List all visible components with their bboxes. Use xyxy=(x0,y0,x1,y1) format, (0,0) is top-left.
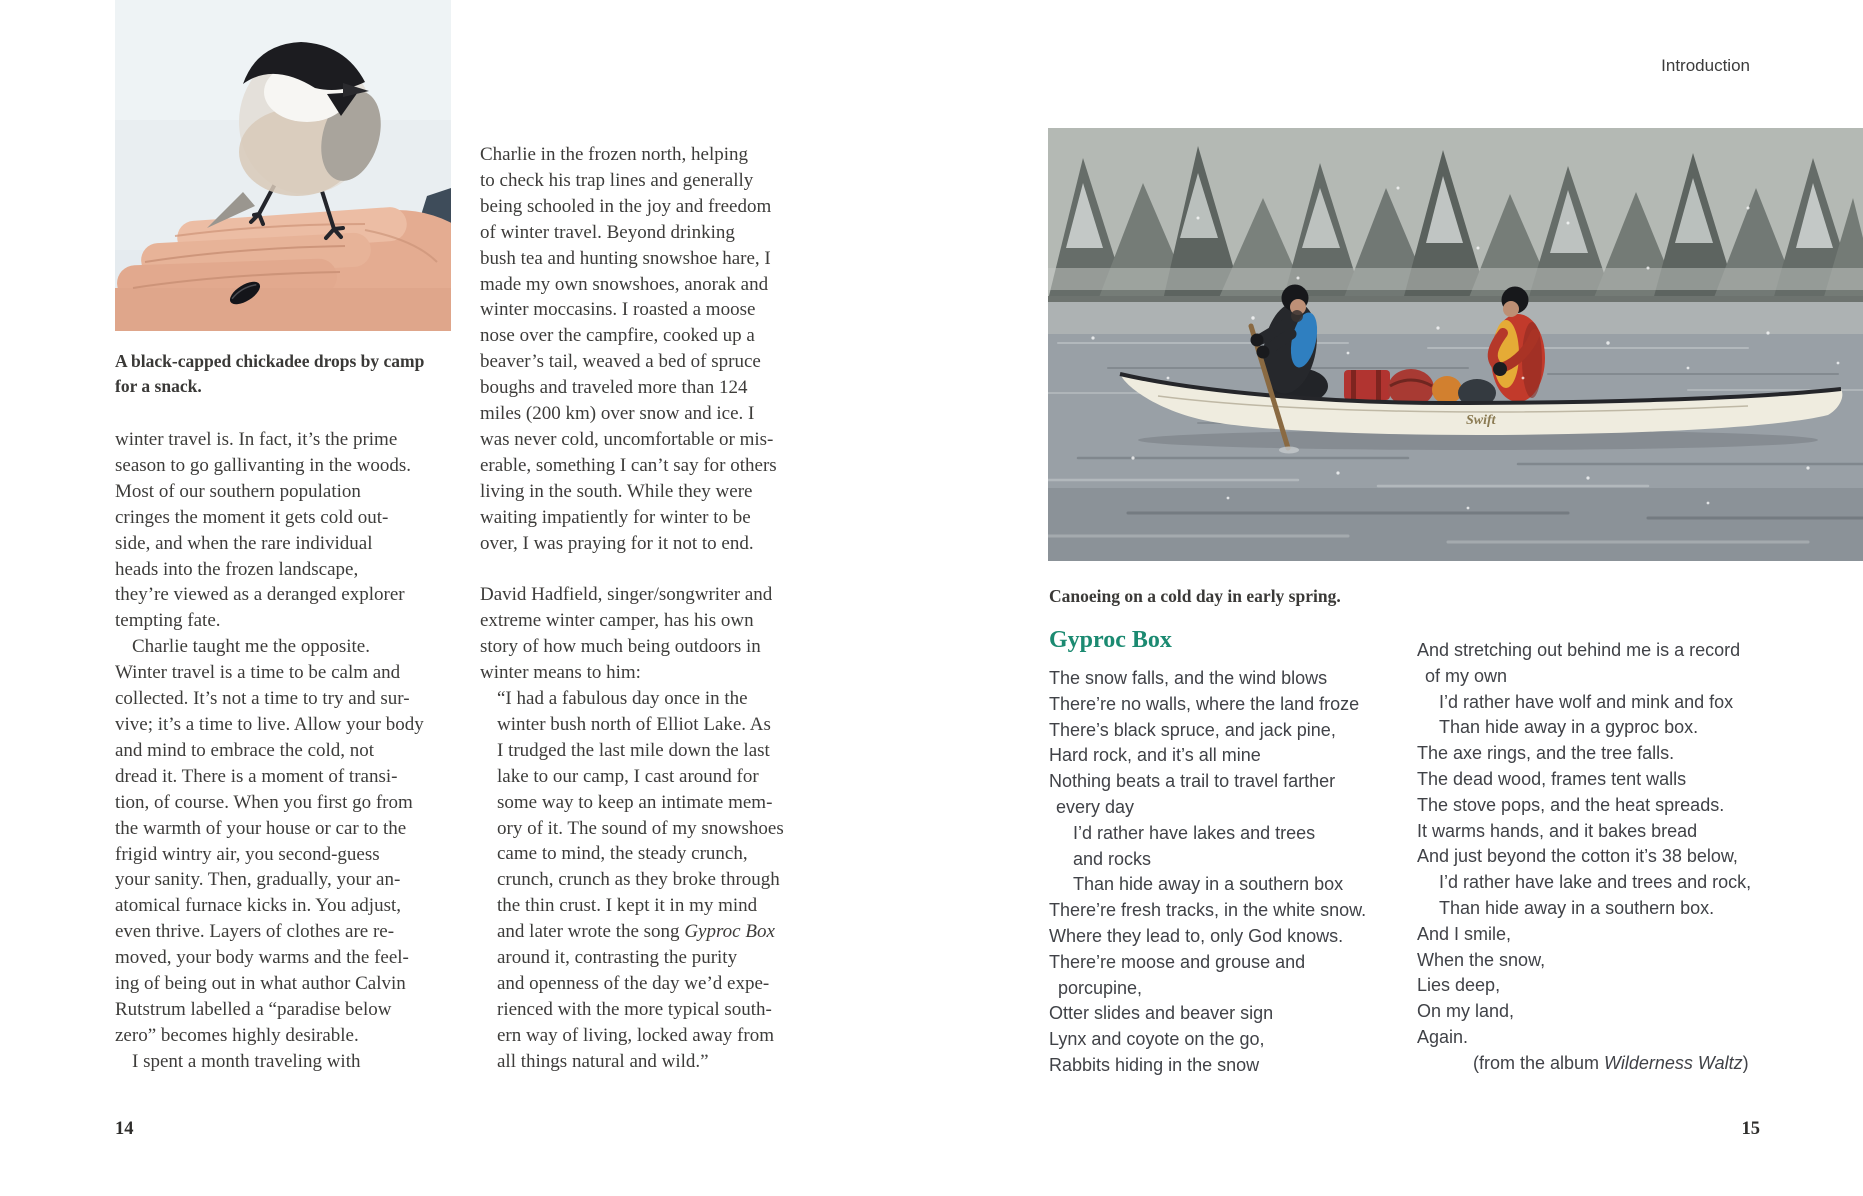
lyrics-column-1 xyxy=(1049,666,1366,1079)
chickadee-caption xyxy=(115,349,424,399)
text-line: and openness of the day we’d expe- xyxy=(497,972,770,994)
lyric-line: Hard rock, and it’s all mine xyxy=(1049,745,1261,766)
song-title: Gyproc Box xyxy=(1049,627,1172,653)
text-line: all things natural and wild.” xyxy=(497,1050,709,1072)
text-line: side, and when the rare individual xyxy=(115,532,373,554)
text-line: Rutstrum labelled a “paradise below xyxy=(115,998,392,1020)
paragraph xyxy=(115,1049,465,1075)
canoe-photo-art xyxy=(1048,128,1863,561)
caption-line: for a snack. xyxy=(115,376,202,396)
lyric-line: Lies deep, xyxy=(1417,975,1501,996)
text-line: your sanity. Then, gradually, your an- xyxy=(115,869,401,891)
text-line: I trudged the last mile down the last xyxy=(497,739,770,761)
text-line: extreme winter camper, has his own xyxy=(480,610,754,632)
lyric-line: Than hide away in a gyproc box. xyxy=(1439,717,1699,738)
lyric-line: When the snow, xyxy=(1417,949,1546,970)
text-line: Winter travel is a time to be calm and xyxy=(115,662,401,684)
text-line: winter bush north of Elliot Lake. As xyxy=(497,713,771,735)
lyric-line: On my land, xyxy=(1417,1001,1515,1022)
text-line: waiting impatiently for winter to be xyxy=(480,506,751,528)
text-line: around it, contrasting the purity xyxy=(497,947,738,969)
text-line: ing of being out in what author Calvin xyxy=(115,973,406,995)
text-line: even thrive. Layers of clothes are re- xyxy=(115,921,395,943)
text-line: of winter travel. Beyond drinking xyxy=(480,221,735,243)
lyric-line: And I smile, xyxy=(1417,923,1512,944)
text-line: erable, something I can’t say for others xyxy=(480,454,777,476)
lyric-line: There’s black spruce, and jack pine, xyxy=(1049,719,1336,740)
text-line: beaver’s tail, weaved a bed of spruce xyxy=(480,351,761,373)
lyric-line: The axe rings, and the tree falls. xyxy=(1417,743,1675,764)
text-line: tempting fate. xyxy=(115,610,221,632)
lyric-line: Than hide away in a southern box. xyxy=(1439,897,1715,918)
text-line: crunch, crunch as they broke through xyxy=(497,869,780,891)
lyric-line: It warms hands, and it bakes bread xyxy=(1417,820,1698,841)
text-line: ern way of living, locked away from xyxy=(497,1024,774,1046)
text-line: cringes the moment it gets cold out- xyxy=(115,506,389,528)
text-line: I spent a month traveling with xyxy=(132,1050,361,1072)
lyric-line: and rocks xyxy=(1073,848,1152,869)
text-line: heads into the frozen landscape, xyxy=(115,558,359,580)
paragraph xyxy=(115,634,465,1049)
text-line: tion, of course. When you first go from xyxy=(115,791,413,813)
lyric-line: There’re fresh tracks, in the white snow. xyxy=(1049,900,1367,921)
text-line: zero” becomes highly desirable. xyxy=(115,1024,359,1046)
canoe-caption: Canoeing on a cold day in early spring. xyxy=(1049,586,1341,606)
middle-text-column xyxy=(480,142,830,1075)
text-line: season to go gallivanting in the woods. xyxy=(115,454,412,476)
text-line: miles (200 km) over snow and ice. I xyxy=(480,403,755,425)
text-line: Charlie in the frozen north, helping xyxy=(480,144,749,165)
text-line: and later wrote the song Gyproc Box xyxy=(497,921,775,943)
lyric-line: Than hide away in a southern box xyxy=(1073,874,1344,895)
text-line: collected. It’s not a time to try and sur- xyxy=(115,688,410,710)
text-line: some way to keep an intimate mem- xyxy=(497,791,773,813)
paragraph xyxy=(480,142,830,557)
text-line: Most of our southern population xyxy=(115,480,361,502)
lyric-line: I’d rather have wolf and mink and fox xyxy=(1439,691,1734,712)
lyric-line: There’re no walls, where the land froze xyxy=(1049,693,1360,714)
text-line: Charlie taught me the opposite. xyxy=(132,636,370,658)
text-line: David Hadfield, singer/songwriter and xyxy=(480,584,773,606)
canoe-brand-label: Swift xyxy=(1466,413,1496,428)
text-line: vive; it’s a time to live. Allow your body xyxy=(115,713,424,735)
text-line: atomical furnace kicks in. You adjust, xyxy=(115,895,402,917)
lyric-line: every day xyxy=(1056,796,1135,817)
lyric-line: The snow falls, and the wind blows xyxy=(1049,668,1328,688)
text-line: was never cold, uncomfortable or mis- xyxy=(480,428,774,450)
lyric-line: Lynx and coyote on the go, xyxy=(1049,1029,1265,1050)
lyric-line: The stove pops, and the heat spreads. xyxy=(1417,794,1725,815)
lyric-line: The dead wood, frames tent walls xyxy=(1417,768,1687,789)
lyric-line: Again. xyxy=(1417,1026,1469,1047)
text-line: winter travel is. In fact, it’s the prime xyxy=(115,429,398,450)
lyric-line: Otter slides and beaver sign xyxy=(1049,1003,1274,1024)
text-line: being schooled in the joy and freedom xyxy=(480,195,772,217)
lyric-line: of my own xyxy=(1425,665,1508,686)
text-line: nose over the campfire, cooked up a xyxy=(480,325,755,347)
lyric-line: (from the album Wilderness Waltz) xyxy=(1473,1052,1749,1073)
text-line: ory of it. The sound of my snowshoes xyxy=(497,817,784,839)
lyric-line: There’re moose and grouse and xyxy=(1049,951,1306,972)
text-line: the warmth of your house or car to the xyxy=(115,817,407,839)
canoe-photo xyxy=(1048,128,1863,561)
text-line: dread it. There is a moment of transi- xyxy=(115,765,398,787)
lyric-line: I’d rather have lakes and trees xyxy=(1073,822,1316,843)
text-line: and mind to embrace the cold, not xyxy=(115,739,375,761)
left-text-column xyxy=(115,427,465,1075)
text-line: made my own snowshoes, anorak and xyxy=(480,273,769,295)
lyric-line: porcupine, xyxy=(1058,977,1143,998)
lyric-line: And stretching out behind me is a record xyxy=(1417,640,1741,660)
text-line: came to mind, the steady crunch, xyxy=(497,843,748,865)
paragraph xyxy=(115,427,465,634)
text-line: to check his trap lines and generally xyxy=(480,169,754,191)
lyric-line: And just beyond the cotton it’s 38 below, xyxy=(1417,846,1738,867)
chickadee-photo xyxy=(115,0,451,331)
text-line: “I had a fabulous day once in the xyxy=(497,688,748,710)
paragraph xyxy=(480,582,830,686)
lyric-line: Rabbits hiding in the snow xyxy=(1049,1054,1260,1075)
caption-line: A black-capped chickadee drops by camp xyxy=(115,351,425,371)
text-line: winter means to him: xyxy=(480,662,641,684)
text-line: living in the south. While they were xyxy=(480,480,753,502)
text-line: lake to our camp, I cast around for xyxy=(497,765,759,787)
running-header: Introduction xyxy=(1661,56,1750,75)
text-line: rienced with the more typical south- xyxy=(497,998,772,1020)
lyrics-column-2 xyxy=(1417,638,1751,1077)
text-line: the thin crust. I kept it in my mind xyxy=(497,895,758,917)
text-line: bush tea and hunting snowshoe hare, I xyxy=(480,247,771,269)
text-line: story of how much being outdoors in xyxy=(480,636,761,658)
page-number-left: 14 xyxy=(115,1119,134,1139)
page-number-right: 15 xyxy=(1741,1119,1760,1139)
text-line: moved, your body warms and the feel- xyxy=(115,947,409,969)
text-line: they’re viewed as a deranged explorer xyxy=(115,584,405,606)
chickadee-photo-art xyxy=(115,0,451,331)
lyric-line: I’d rather have lake and trees and rock, xyxy=(1439,872,1752,893)
text-line: winter moccasins. I roasted a moose xyxy=(480,299,756,321)
text-line: frigid wintry air, you second-guess xyxy=(115,843,380,865)
text-line: over, I was praying for it not to end. xyxy=(480,532,754,554)
lyric-line: Where they lead to, only God knows. xyxy=(1049,925,1344,946)
paragraph xyxy=(480,686,830,1075)
text-line: boughs and traveled more than 124 xyxy=(480,377,748,399)
lyric-line: Nothing beats a trail to travel farther xyxy=(1049,771,1336,792)
